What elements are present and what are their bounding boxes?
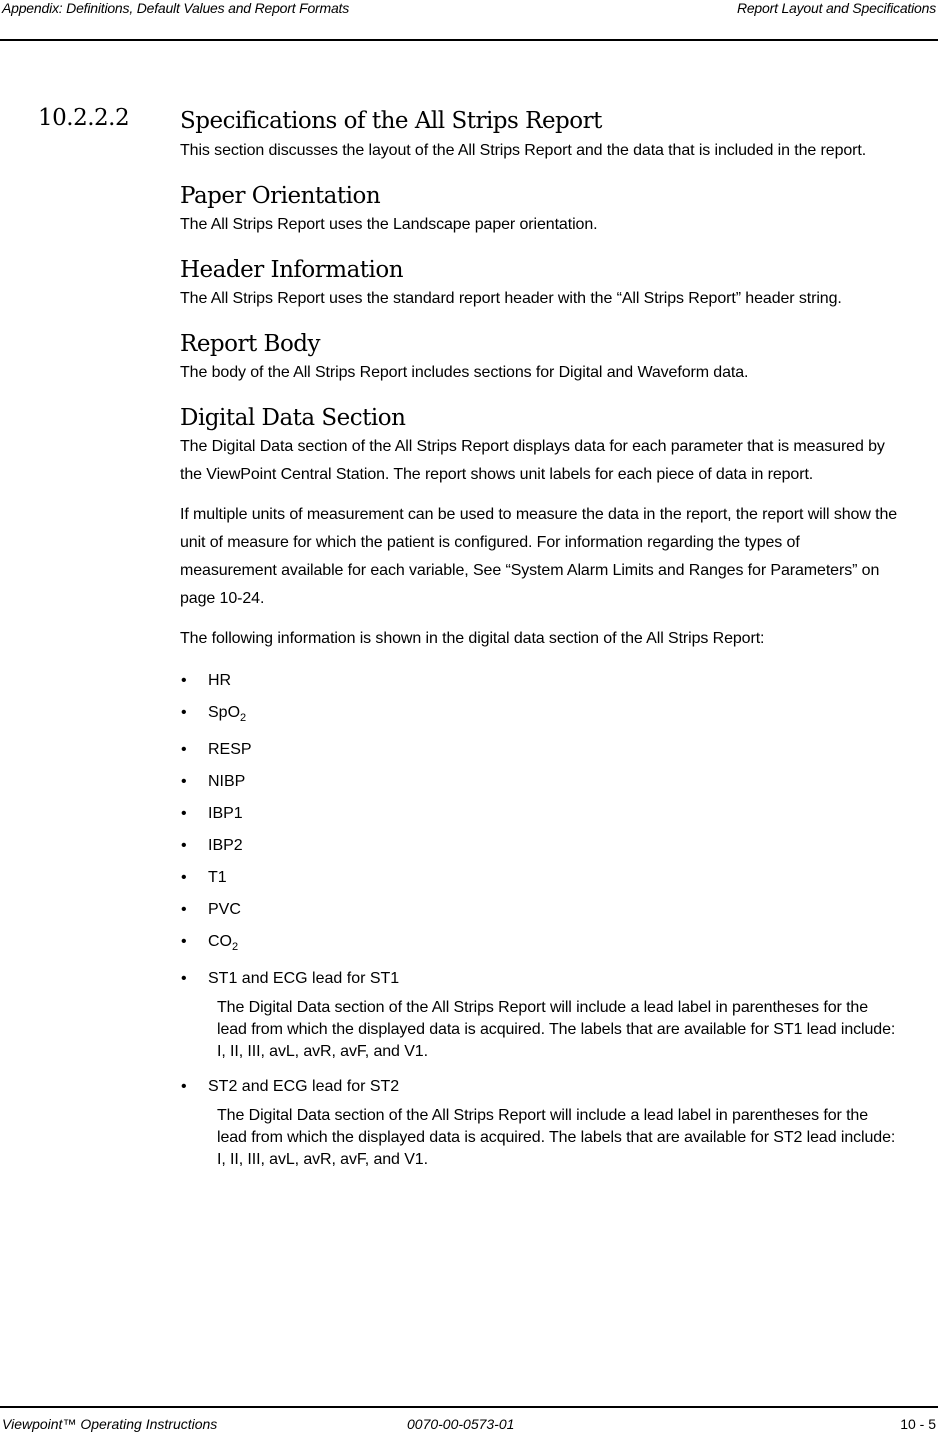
header-information-text: The All Strips Report uses the standard report header with the “All Strips Report” header string. [180,290,842,307]
list-item: • PVC [180,894,900,926]
report-body-text: The body of the All Strips Report includes sections for Digital and Waveform data. [180,364,749,381]
bullet-icon: • [181,933,187,951]
st2-note: The Digital Data section of the All Strips Report will include a lead label in parentheses for the lead from which the displayed data is acquired. The labels that are available for ST2 lead include: I, II, III, avL, avR, avF, and V1. [217,1107,896,1169]
footer-manual-title: Viewpoint™ Operating Instructions [2,1416,218,1432]
running-footer [0,1406,938,1437]
paper-orientation-heading: Paper Orientation [180,183,381,209]
parameter-list-continued [180,1071,900,1103]
list-item: • IBP2 [180,830,900,862]
bullet-icon: • [181,741,187,759]
page-number: 10 - 5 [900,1416,936,1432]
list-item: • ST2 and ECG lead for ST2 [180,1071,900,1103]
digital-data-paragraph-1: The Digital Data section of the All Strips Report displays data for each parameter that is measured by the ViewPoint Central Station. The report shows unit labels for each piece of data in report. [180,438,885,483]
bullet-icon: • [181,672,187,689]
report-body-heading: Report Body [180,331,321,357]
list-item: • SpO$_2$ [180,697,900,734]
digital-data-heading: Digital Data Section [180,405,406,431]
bullet-icon: • [181,837,187,855]
list-item: • ST1 and ECG lead for ST1 [180,963,900,995]
section-title: Specifications of the All Strips Report [180,108,602,134]
st1-note: The Digital Data section of the All Strips Report will include a lead label in parentheses for the lead from which the displayed data is acquired. The labels that are available for ST1 lead include: I, II, III, avL, avR, avF, and V1. [217,999,896,1061]
header-chapter-title: Appendix: Definitions, Default Values and Report Formats [2,0,350,16]
bullet-icon: • [181,869,187,887]
bullet-icon: • [181,970,187,988]
bullet-icon: • [181,704,187,721]
bullet-icon: • [181,1078,187,1096]
running-header [0,0,938,41]
list-item: • NIBP [180,766,900,798]
list-item: • RESP [180,734,900,766]
paper-orientation-text: The All Strips Report uses the Landscape paper orientation. [180,216,598,233]
list-item: • T1 [180,862,900,894]
footer-part-number: 0070-00-0573-01 [407,1416,515,1432]
bullet-icon: • [181,773,187,791]
bullet-icon: • [181,805,187,823]
parameter-list [180,665,900,995]
list-item: • HR [180,665,900,697]
page-content [180,105,900,1179]
section-intro: This section discusses the layout of the All Strips Report and the data that is included in the report. [180,142,867,159]
header-section-title: Report Layout and Specifications [736,0,936,16]
bullet-icon: • [181,901,187,919]
list-item: • IBP1 [180,798,900,830]
digital-data-paragraph-2: If multiple units of measurement can be used to measure the data in the report, the report will show the unit of measure for which the patient is configured. For information regarding the types of measurement available for each variable, See “System Alarm Limits and Ranges for Parameters” on page 10-24. [180,506,898,607]
section-number: 10.2.2.2 [38,105,130,131]
digital-data-paragraph-3: The following information is shown in the digital data section of the All Strips Report: [180,630,765,647]
header-information-heading: Header Information [180,257,404,283]
list-item: • $CO_2$ [180,926,900,963]
